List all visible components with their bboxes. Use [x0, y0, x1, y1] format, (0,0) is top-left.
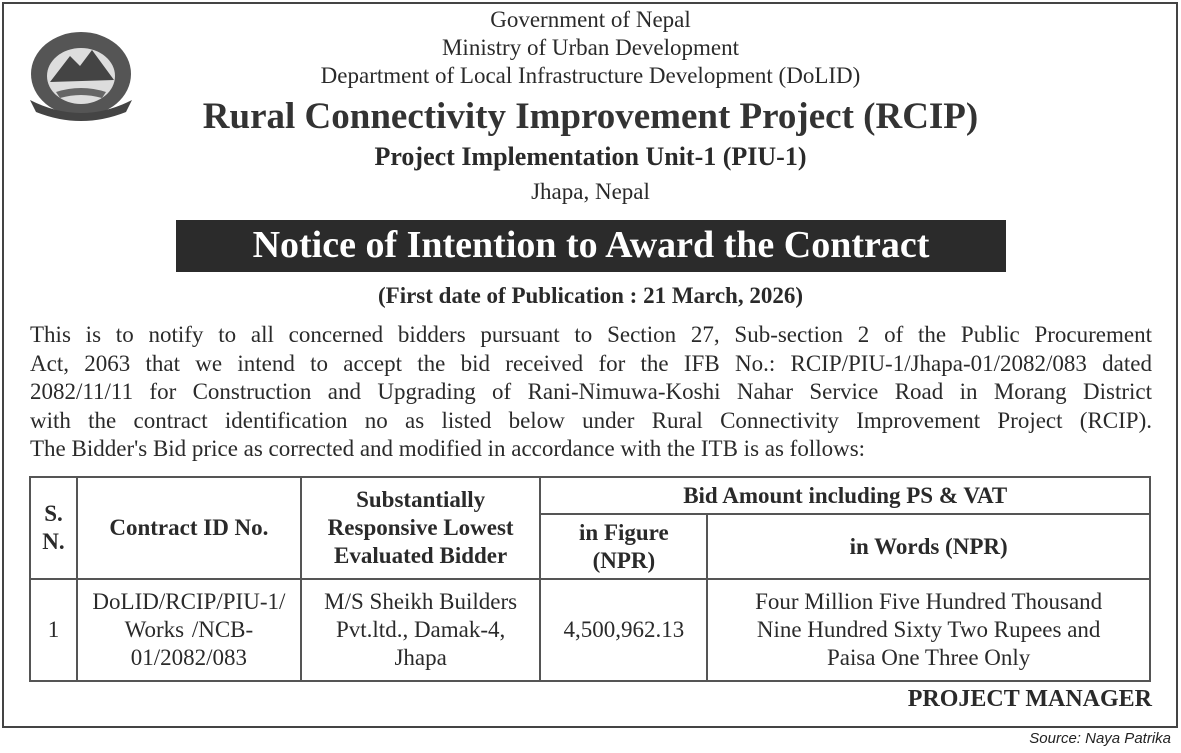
cell-bidder: M/S Sheikh Builders Pvt.ltd., Damak-4, Jhapa [301, 579, 541, 681]
paragraph-line: The Bidder's Bid price as corrected and modified in accordance with the ITB is as follows: [30, 436, 866, 461]
government-line: Government of Nepal [490, 7, 691, 32]
header-in-figure: in Figure (NPR) [540, 514, 707, 579]
project-title: Rural Connectivity Improvement Project (RCIP) [202, 96, 979, 137]
source-credit: Source: Naya Patrika [1029, 730, 1171, 747]
cell-sn: 1 [30, 579, 77, 681]
paragraph-line: 2082/11/11 for Construction and Upgrading of Rani-Nimuwa-Koshi Nahar Service Road in Morang District [30, 379, 1152, 404]
header-in-words: in Words (NPR) [707, 514, 1150, 579]
header-bidder: Substantially Responsive Lowest Evaluated Bidder [301, 477, 541, 579]
paragraph-line: This is to notify to all concerned bidders pursuant to Section 27, Sub-section 2 of the Public Procurement [30, 322, 1152, 347]
unit-title: Project Implementation Unit-1 (PIU-1) [374, 142, 807, 171]
cell-contract-id: DoLID/RCIP/PIU-1/ Works /NCB-01/2082/083 [77, 579, 301, 681]
signatory: PROJECT MANAGER [907, 686, 1152, 712]
cell-in-figure: 4,500,962.13 [540, 579, 707, 681]
header-bid-amount: Bid Amount including PS & VAT [540, 477, 1150, 514]
table-row [30, 579, 1150, 681]
cell-in-words: Four Million Five Hundred Thousand Nine Hundred Sixty Two Rupees and Paisa One Three Only [707, 579, 1150, 681]
department-line: Department of Local Infrastructure Development (DoLID) [320, 63, 861, 88]
award-table [29, 476, 1151, 682]
header-sn: S. N. [30, 477, 77, 579]
location: Jhapa, Nepal [531, 179, 650, 204]
publication-date: (First date of Publication : 21 March, 2026) [377, 283, 804, 308]
paragraph-line: Act, 2063 that we intend to accept the bid received for the IFB No.: RCIP/PIU-1/Jhapa-01/2082/083 dated [30, 350, 1152, 376]
header-contract-id: Contract ID No. [77, 477, 301, 579]
notice-title: Notice of Intention to Award the Contract [176, 220, 1006, 272]
ministry-line: Ministry of Urban Development [441, 35, 740, 60]
paragraph-line: with the contract identification no as listed below under Rural Connectivity Improvement Project (RCIP). [30, 407, 1152, 433]
notice-paragraph [30, 321, 1152, 464]
